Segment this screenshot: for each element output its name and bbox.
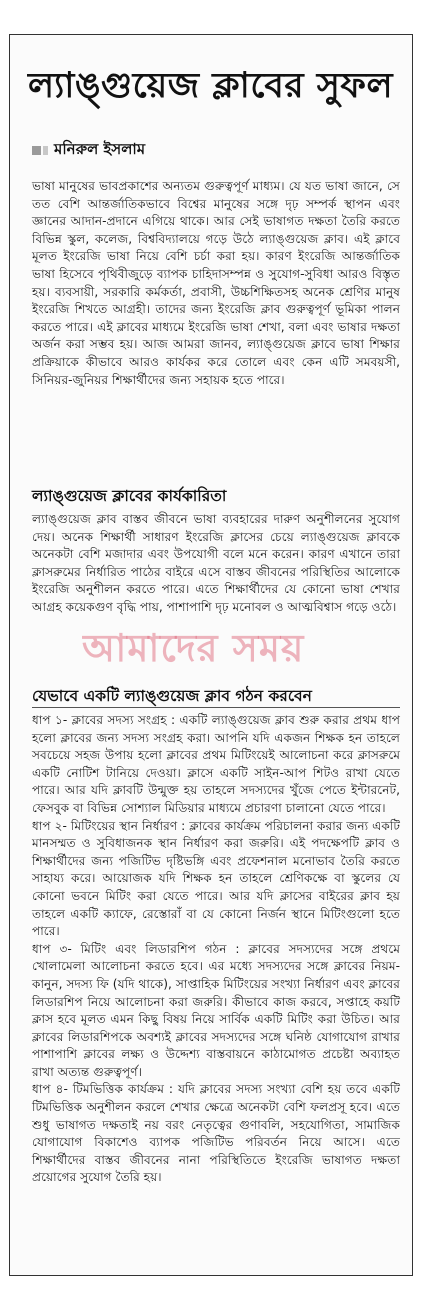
publisher-watermark: আমাদের সময় (82, 626, 305, 670)
section-heading-how-to-form: যেভাবে একটি ল্যাঙ্গুয়েজ ক্লাব গঠন করবেন (32, 687, 312, 705)
section-body-effectiveness: ল্যাঙ্গুয়েজ ক্লাব বাস্তব জীবনে ভাষা ব্যবহারের দারুণ অনুশীলনের সুযোগ দেয়। অনেক শিক্ষার্থী সাধারণ ইংরেজি ক্লাসের চেয়ে ল্যাঙ্গুয়েজ ক্লাবকে অনেকটা বেশি মজাদার এবং উপযোগী বলে মনে করেন। কারণ এখানে তারা ক্লাসরুমের নির্ধারিত পাঠের বাইরে এসে বাস্তব জীবনের পরিস্থিতির আলোকে ইংরেজি অনুশীলন করতে পারে। এতে শিক্ষার্থীদের যে কোনো ভাষা শেখার আগ্রহ কয়েকগুণ বৃদ্ধি পায়, পাশাপাশি দৃঢ় মনোবল ও আত্মবিশ্বাস গড়ে ওঠে। (32, 512, 400, 614)
byline-square-small-icon (43, 146, 48, 155)
section-heading-effectiveness: ল্যাঙ্গুয়েজ ক্লাবের কার্যকারিতা (32, 487, 227, 505)
byline-row (32, 140, 145, 160)
intro-paragraph: ভাষা মানুষের ভাবপ্রকাশের অন্যতম গুরুত্বপূর্ণ মাধ্যম। যে যত ভাষা জানে, সে তত বেশি আন্তর্জাতিকভাবে বিশ্বের মানুষের সঙ্গে দৃঢ় সম্পর্ক স্থাপন এবং জ্ঞানের আদান-প্রদানে এগিয়ে থাকে। আর সেই ভাষাগত দক্ষতা তৈরি করতে বিভিন্ন স্কুল, কলেজ, বিশ্ববিদ্যালয়ে গড়ে উঠে ল্যাঙ্গুয়েজ ক্লাব। এই ক্লাবে মূলত ইংরেজি ভাষা নিয়ে বেশি চর্চা করা হয়। কারণ ইংরেজি আন্তর্জাতিক ভাষা হিসেবে পৃথিবীজুড়ে ব্যাপক চাহিদাসম্পন্ন ও সুযোগ-সুবিধা আরও বিস্তৃত হয়। ব্যবসায়ী, সরকারি কর্মকর্তা, প্রবাসী, উচ্চশিক্ষিতসহ অনেক শ্রেণির মানুষ ইংরেজি শিখতে আগ্রহী। তাদের জন্য ইংরেজি ক্লাব গুরুত্বপূর্ণ ভূমিকা পালন করতে পারে। এই ক্লাবের মাধ্যমে ইংরেজি ভাষা শেখা, বলা এবং ভাষার দক্ষতা অর্জন করা সম্ভব হয়। আজ আমরা জানব, ল্যাঙ্গুয়েজ ক্লাবে ভাষা শিক্ষার প্রক্রিয়াকে কীভাবে আরও কার্যকর করে তোলে এবং কেন এটি সমবয়সী, সিনিয়র-জুনিয়র শিক্ষার্থীদের জন্য সহায়ক হতে পারে। (32, 179, 400, 387)
section-body-steps: ধাপ ১- ক্লাবের সদস্য সংগ্রহ : একটি ল্যাঙ্গুয়েজ ক্লাব শুরু করার প্রথম ধাপ হলো ক্লাবের জন্য সদস্য সংগ্রহ করা। আপনি যদি একজন শিক্ষক হন তাহলে সবচেয়ে সহজ উপায় হলো ক্লাবের প্রথম মিটিংয়েই আলোচনা করে ক্লাসরুমে একটি নোটিশ টানিয়ে দেওয়া। ক্লাসে একটি সাইন-আপ শিটও রাখা যেতে পারে। আর যদি ক্লাবটি উন্মুক্ত হয় তাহলে সদস্যদের খুঁজে পেতে ইন্টারনেট, ফেসবুক বা বিভিন্ন সোশ্যাল মিডিয়ার মাধ্যমে প্রচারণা চালানো যেতে পারে। ধাপ ২- মিটিংয়ের স্থান নির্ধারণ : ক্লাবের কার্যক্রম পরিচালনা করার জন্য একটি মানসম্মত ও সুবিধাজনক স্থান নির্ধারণ করা জরুরি। এই পদক্ষেপটি ক্লাব ও শিক্ষার্থীদের জন্য পজিটিভ দৃষ্টিভঙ্গি এবং প্রফেশনাল মনোভাব তৈরি করতে সাহায্য করে। আয়োজক যদি শিক্ষক হন তাহলে শ্রেণিকক্ষে বা স্কুলের যে কোনো ভবনে মিটিং করা যেতে পারে। আর যদি ক্লাসের বাইরের ক্লাব হয় তাহলে একটি ক্যাফে, রেস্তোরাঁ বা যে কোনো নির্জন স্থানে মিটিংগুলো হতে পারে। ধাপ ৩- মিটিং এবং লিডারশিপ গঠন : ক্লাবের সদস্যদের সঙ্গে প্রথমে খোলামেলা আলোচনা করতে হবে। এর মধ্যে সদস্যদের সঙ্গে ক্লাবের নিয়ম-কানুন, সদস্য ফি (যদি থাকে), সাপ্তাহিক মিটিংয়ের সংখ্যা নির্ধারণ এবং ক্লাবের লিডারশিপ নিয়ে আলোচনা করা জরুরি। কীভাবে কাজ করবে, সপ্তাহে কয়টি ক্লাস হবে মূলত এমন কিছু বিষয় নিয়ে সার্বিক একটি মিটিং করা উচিত। আর ক্লাবের লিডারশিপকে অবশ্যই ক্লাবের সদস্যদের সঙ্গে ঘনিষ্ঠ যোগাযোগ রাখার পাশাপাশি ক্লাবের লক্ষ্য ও উদ্দেশ্য বাস্তবায়নে কাঠামোগত প্রচেষ্টা অব্যাহত রাখা অত্যন্ত গুরুত্বপূর্ণ। ধাপ ৪- টিমভিত্তিক কার্যক্রম : যদি ক্লাবের সদস্য সংখ্যা বেশি হয় তবে একটি টিমভিত্তিক অনুশীলন করলে শেখার ক্ষেত্রে অনেকটা বেশি ফলপ্রসূ হবে। এতে শুধু ভাষাগত দক্ষতাই নয় বরং নেতৃত্বের গুণাবলি, সহযোগিতা, সামাজিক যোগাযোগ বিকাশেও ব্যাপক পজিটিভ পরিবর্তন নিয়ে আসে। এতে শিক্ষার্থীদের বাস্তব জীবনের নানা পরিস্থিতিতে ইংরেজি ভাষাগত দক্ষতা প্রয়োগের সুযোগ তৈরি হয়। (32, 713, 400, 1185)
author-byline: মনিরুল ইসলাম (54, 139, 146, 158)
article-headline: ল্যাঙ্গুয়েজ ক্লাবের সুফল (28, 66, 394, 106)
section-divider (32, 707, 400, 708)
byline-square-icon (32, 146, 41, 155)
